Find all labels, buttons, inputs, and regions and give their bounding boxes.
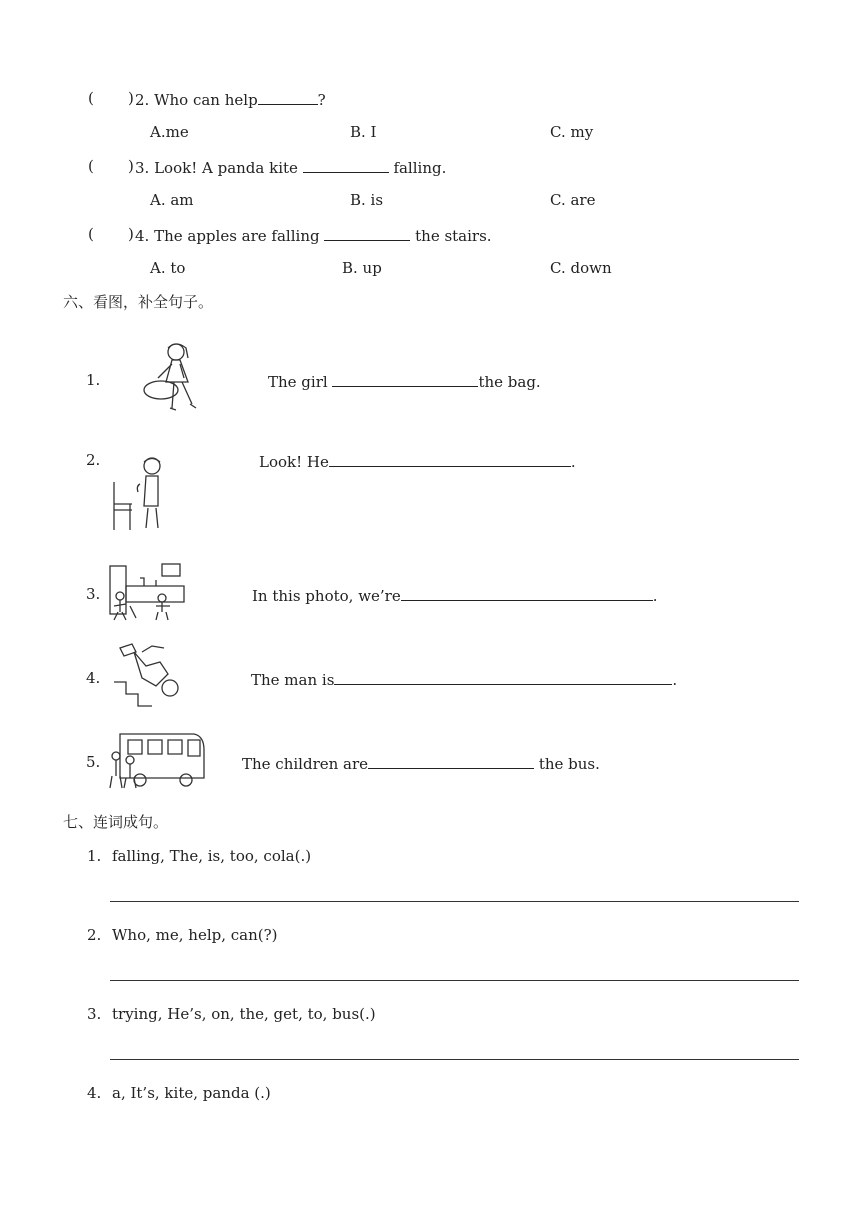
scrambled-words: a, It’s, kite, panda (.) xyxy=(112,1084,271,1102)
scrambled-words: falling, The, is, too, cola(.) xyxy=(112,847,312,865)
item-number: 1. xyxy=(86,371,101,389)
option-b[interactable]: B. is xyxy=(350,191,384,209)
item-number: 5. xyxy=(86,753,101,771)
answer-paren-close: ) xyxy=(128,89,134,107)
scrambled-words: Who, me, help, can(?) xyxy=(112,926,278,944)
answer-paren-open: ( xyxy=(88,225,94,243)
item-number: 2. xyxy=(87,926,102,944)
answer-line[interactable] xyxy=(110,1059,799,1060)
answer-blank[interactable] xyxy=(368,753,534,769)
scrambled-words: trying, He’s, on, the, get, to, bus(.) xyxy=(112,1005,376,1023)
answer-paren-open: ( xyxy=(88,157,94,175)
children-getting-on-bus-illustration xyxy=(106,728,206,792)
item-number: 3. xyxy=(86,585,101,603)
answer-blank[interactable] xyxy=(401,585,653,601)
item-number: 1. xyxy=(87,847,102,865)
sentence-4: The man is . xyxy=(251,671,678,689)
option-a[interactable]: A.me xyxy=(150,123,189,141)
girl-carrying-bag-illustration xyxy=(136,338,206,416)
question-text: 4. The apples are falling the stairs. xyxy=(135,227,492,245)
option-b[interactable]: B. up xyxy=(342,259,382,277)
answer-paren-close: ) xyxy=(128,225,134,243)
sentence-2: Look! He . xyxy=(259,453,576,471)
sentence-5: The children are the bus. xyxy=(242,755,600,773)
answer-blank[interactable] xyxy=(258,89,318,105)
section-7-title: 七、连词成句。 xyxy=(63,813,169,831)
option-c[interactable]: C. my xyxy=(550,123,594,141)
answer-blank[interactable] xyxy=(329,451,571,467)
kids-cleaning-kitchen-illustration xyxy=(106,560,188,622)
answer-paren-open: ( xyxy=(88,89,94,107)
man-falling-stairs-illustration xyxy=(112,642,180,712)
option-a[interactable]: A. am xyxy=(150,191,194,209)
sentence-1: The girl the bag. xyxy=(268,373,541,391)
answer-paren-close: ) xyxy=(128,157,134,175)
item-number: 4. xyxy=(86,669,101,687)
answer-blank[interactable] xyxy=(334,669,672,685)
answer-line[interactable] xyxy=(110,980,799,981)
option-a[interactable]: A. to xyxy=(150,259,186,277)
answer-blank[interactable] xyxy=(332,371,478,387)
question-text: 2. Who can help ? xyxy=(135,91,326,109)
sentence-3: In this photo, we’re . xyxy=(252,587,658,605)
question-text: 3. Look! A panda kite falling. xyxy=(135,159,447,177)
answer-line[interactable] xyxy=(110,901,799,902)
option-c[interactable]: C. down xyxy=(550,259,612,277)
item-number: 2. xyxy=(86,451,101,469)
item-number: 3. xyxy=(87,1005,102,1023)
section-6-title: 六、看图，补全句子。 xyxy=(63,293,214,311)
answer-blank[interactable] xyxy=(303,157,389,173)
option-c[interactable]: C. are xyxy=(550,191,596,209)
boy-sitting-down-illustration xyxy=(108,452,168,534)
answer-blank[interactable] xyxy=(324,225,410,241)
item-number: 4. xyxy=(87,1084,102,1102)
option-b[interactable]: B. I xyxy=(350,123,377,141)
